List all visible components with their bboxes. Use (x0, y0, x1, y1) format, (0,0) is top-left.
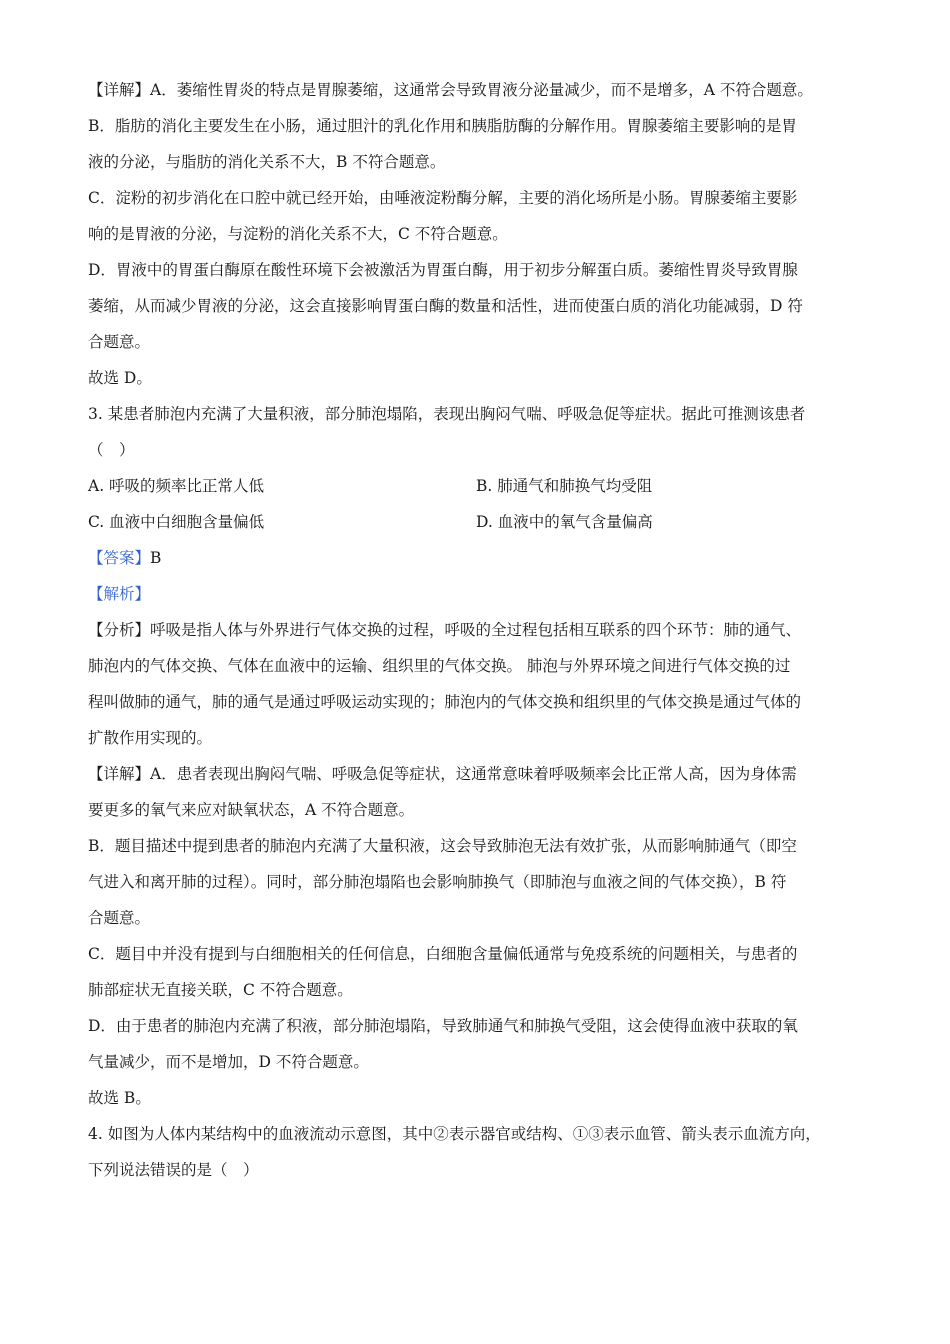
q3-fenxi-line2: 肺泡内的气体交换、气体在血液中的运输、组织里的气体交换。 肺泡与外界环境之间进行气体交换的过 (88, 657, 791, 675)
q3-stem-line2: （ ） (88, 441, 135, 459)
q3-detail-b-line3: 合题意。 (88, 909, 151, 927)
q3-conclusion: 故选 B。 (88, 1089, 151, 1107)
q2-detail-b-line2: 液的分泌，与脂肪的消化关系不大，B 不符合题意。 (88, 153, 446, 171)
q3-option-d: D. 血液中的氧气含量偏高 (476, 513, 653, 531)
q3-options-row2 (88, 504, 864, 540)
q3-detail-a-line2: 要更多的氧气来应对缺氧状态，A 不符合题意。 (88, 801, 415, 819)
q3-detail-c-line1: C．题目中并没有提到与白细胞相关的任何信息，白细胞含量偏低通常与免疫系统的问题相关，与患者的 (88, 945, 798, 963)
q2-detail-c-line2: 响的是胃液的分泌，与淀粉的消化关系不大，C 不符合题意。 (88, 225, 508, 243)
q2-conclusion: 故选 D。 (88, 369, 152, 387)
answer-label: 【答案】 (88, 549, 151, 567)
q3-option-c: C. 血液中白细胞含量偏低 (88, 513, 265, 531)
q3-fenxi-line4: 扩散作用实现的。 (88, 729, 213, 747)
q3-detail-b-line2: 气进入和离开肺的过程）。同时，部分肺泡塌陷也会影响肺换气（即肺泡与血液之间的气体交换），B 符 (88, 873, 787, 891)
q2-detail-d-line3: 合题意。 (88, 333, 151, 351)
q3-detail-a-line1: 【详解】A．患者表现出胸闷气喘、呼吸急促等症状，这通常意味着呼吸频率会比正常人高，因为身体需 (88, 765, 797, 783)
fenxi-label: 【分析】 (88, 621, 151, 639)
q2-detail-d-line2: 萎缩，从而减少胃液的分泌，这会直接影响胃蛋白酶的数量和活性，进而使蛋白质的消化功能减弱，D 符 (88, 297, 803, 315)
q2-detail-a: 【详解】A．萎缩性胃炎的特点是胃腺萎缩，这通常会导致胃液分泌量减少，而不是增多，A 不符合题意。 (88, 81, 813, 99)
q3-option-a: A. 呼吸的频率比正常人低 (88, 477, 265, 495)
q2-detail-c-line1: C．淀粉的初步消化在口腔中就已经开始，由唾液淀粉酶分解，主要的消化场所是小肠。胃腺萎缩主要影 (88, 189, 798, 207)
q3-fenxi-line1: 【分析】呼吸是指人体与外界进行气体交换的过程，呼吸的全过程包括相互联系的四个环节：肺的通气、 (88, 621, 802, 639)
answer-value: B (150, 549, 162, 567)
q3-answer (88, 540, 864, 576)
q4-stem-line2: 下列说法错误的是（ ） (88, 1161, 259, 1179)
document-page (88, 72, 864, 1188)
q3-analysis (88, 576, 864, 612)
detail-label: 【详解】 (88, 765, 151, 783)
q2-detail-d-line1: D．胃液中的胃蛋白酶原在酸性环境下会被激活为胃蛋白酶，用于初步分解蛋白质。萎缩性胃炎导致胃腺 (88, 261, 798, 279)
q3-detail-d-line2: 气量减少，而不是增加，D 不符合题意。 (88, 1053, 369, 1071)
q3-detail-c-line2: 肺部症状无直接关联，C 不符合题意。 (88, 981, 353, 999)
q4-stem-line1: 4. 如图为人体内某结构中的血液流动示意图，其中②表示器官或结构、①③表示血管、箭头表示血流方向， (88, 1125, 821, 1143)
analysis-label: 【解析】 (88, 585, 151, 603)
q3-detail-b-line1: B．题目描述中提到患者的肺泡内充满了大量积液，这会导致肺泡无法有效扩张，从而影响肺通气（即空 (88, 837, 797, 855)
q3-option-b: B. 肺通气和肺换气均受阻 (476, 477, 653, 495)
q3-options-row1 (88, 468, 864, 504)
q2-detail-b-line1: B．脂肪的消化主要发生在小肠，通过胆汁的乳化作用和胰脂肪酶的分解作用。胃腺萎缩主要影响的是胃 (88, 117, 797, 135)
q3-stem-line1: 3. 某患者肺泡内充满了大量积液，部分肺泡塌陷，表现出胸闷气喘、呼吸急促等症状。据此可推测该患者 (88, 405, 806, 423)
detail-label: 【详解】 (88, 81, 151, 99)
q3-detail-d-line1: D．由于患者的肺泡内充满了积液，部分肺泡塌陷，导致肺通气和肺换气受阻，这会使得血液中获取的氧 (88, 1017, 798, 1035)
q3-fenxi-line3: 程叫做肺的通气，肺的通气是通过呼吸运动实现的；肺泡内的气体交换和组织里的气体交换是通过气体的 (88, 693, 802, 711)
